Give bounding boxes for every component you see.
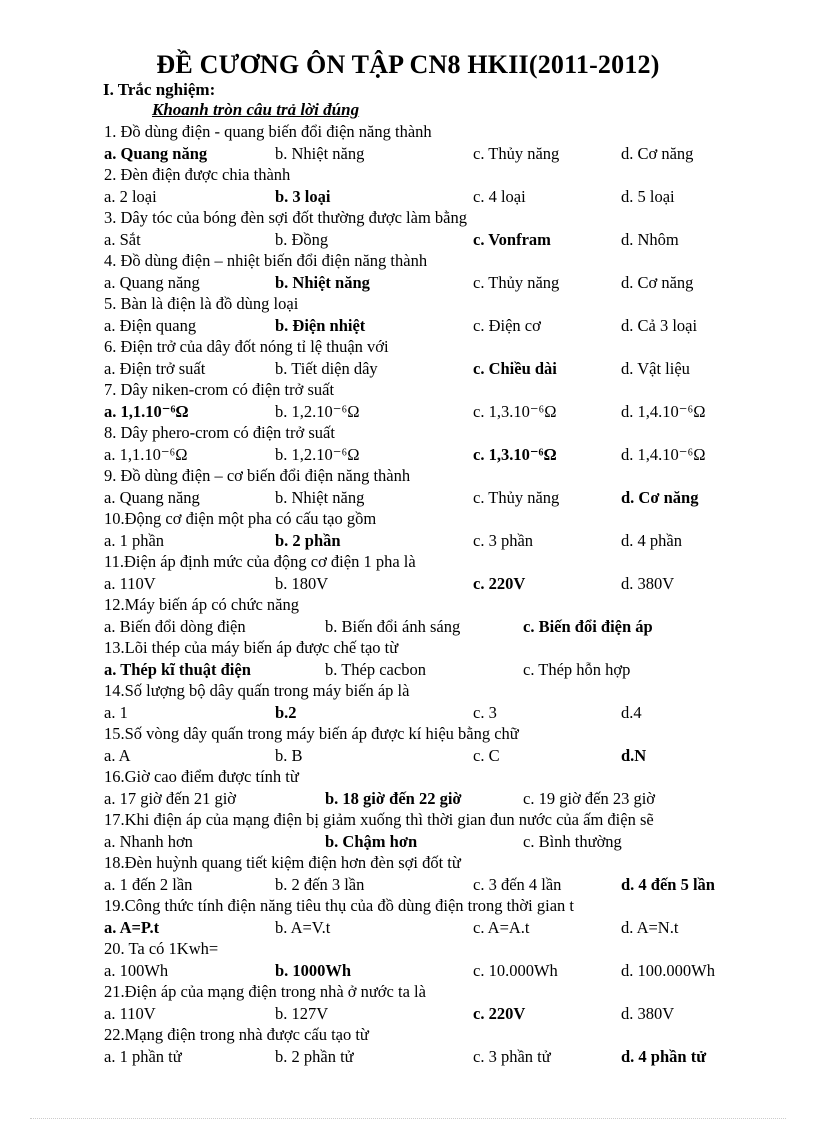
answer-option-a[interactable]: a. A=P.t xyxy=(104,917,160,937)
answer-row xyxy=(104,831,804,853)
answer-row xyxy=(104,186,804,208)
answer-option-b[interactable]: b. Đồng xyxy=(275,229,329,249)
question-text: 3. Dây tóc của bóng đèn sợi đốt thường được làm bằng xyxy=(104,208,467,227)
answer-row xyxy=(104,702,804,724)
answer-row xyxy=(104,530,804,552)
answer-option-b[interactable]: b. Thép cacbon xyxy=(325,659,426,679)
question-text: 9. Đồ dùng điện – cơ biến đổi điện năng thành xyxy=(104,466,411,485)
answer-option-a[interactable]: a. 1 phần tử xyxy=(104,1046,182,1066)
answer-option-b[interactable]: b. Biến đổi ánh sáng xyxy=(325,616,461,636)
answer-option-a[interactable]: a. 2 loại xyxy=(104,186,157,206)
answer-option-c[interactable]: c. Biến đổi điện áp xyxy=(523,616,653,636)
answer-option-d[interactable]: d. A=N.t xyxy=(621,917,679,937)
answer-option-a[interactable]: a. Nhanh hơn xyxy=(104,831,193,851)
answer-row xyxy=(104,745,804,767)
answer-option-c[interactable]: c. 3 phần tử xyxy=(473,1046,551,1066)
answer-option-c[interactable]: c. Thủy năng xyxy=(473,143,560,163)
answer-option-c[interactable]: c. 4 loại xyxy=(473,186,526,206)
answer-option-d[interactable]: d. 5 loại xyxy=(621,186,675,206)
page-bottom-divider xyxy=(30,1118,786,1119)
question-text: 11.Điện áp định mức của động cơ điện 1 pha là xyxy=(104,552,416,571)
answer-option-c[interactable]: c. Vonfram xyxy=(473,229,551,249)
answer-option-c[interactable]: c. C xyxy=(473,745,500,765)
answer-option-c[interactable]: c. Thủy năng xyxy=(473,272,560,292)
question-text: 19.Công thức tính điện năng tiêu thụ của đồ dùng điện trong thời gian t xyxy=(104,896,574,915)
answer-row xyxy=(104,272,804,294)
answer-option-d[interactable]: d. 4 đến 5 lần xyxy=(621,874,715,894)
answer-option-c[interactable]: c. 220V xyxy=(473,1003,526,1023)
answer-option-b[interactable]: b. Tiết diện dây xyxy=(275,358,378,378)
page-title: ĐỀ CƯƠNG ÔN TẬP CN8 HKII(2011-2012) xyxy=(156,50,660,79)
question-text: 15.Số vòng dây quấn trong máy biến áp được kí hiệu bằng chữ xyxy=(104,724,519,743)
question-text: 6. Điện trở của dây đốt nóng tỉ lệ thuận với xyxy=(104,337,389,356)
answer-option-a[interactable]: a. Điện quang xyxy=(104,315,197,335)
answer-option-d[interactable]: d. Nhôm xyxy=(621,229,679,249)
answer-option-d[interactable]: d.4 xyxy=(621,702,642,722)
answer-option-c[interactable]: c. Thép hỗn hợp xyxy=(523,659,631,679)
question-text: 22.Mạng điện trong nhà được cấu tạo từ xyxy=(104,1025,369,1044)
answer-option-d[interactable]: d. 4 phần xyxy=(621,530,682,550)
answer-option-c[interactable]: c. Điện cơ xyxy=(473,315,541,335)
answer-option-c[interactable]: c. 3 phần xyxy=(473,530,534,550)
answer-row xyxy=(104,358,804,380)
answer-row xyxy=(104,487,804,509)
answer-option-a[interactable]: a. 17 giờ đến 21 giờ xyxy=(104,788,237,808)
answer-row xyxy=(104,616,804,638)
question-text: 1. Đồ dùng điện - quang biến đổi điện năng thành xyxy=(104,122,432,141)
answer-option-b[interactable]: b. Điện nhiệt xyxy=(275,315,366,335)
answer-option-d[interactable]: d. 4 phần tử xyxy=(621,1046,707,1066)
answer-option-a[interactable]: a. 100Wh xyxy=(104,960,169,980)
answer-option-a[interactable]: a. Thép kĩ thuật điện xyxy=(104,659,251,679)
answer-option-c[interactable]: c. 3 đến 4 lần xyxy=(473,874,562,894)
answer-option-a[interactable]: a. 1,1.10⁻⁶Ω xyxy=(104,444,188,464)
answer-option-a[interactable]: a. 110V xyxy=(104,1003,156,1023)
answer-option-d[interactable]: d. 100.000Wh xyxy=(621,960,715,980)
answer-option-d[interactable]: d. 1,4.10⁻⁶Ω xyxy=(621,401,706,421)
answer-option-b[interactable]: b. 1000Wh xyxy=(275,960,352,980)
answer-option-a[interactable]: a. Quang năng xyxy=(104,143,208,163)
answer-option-b[interactable]: b. A=V.t xyxy=(275,917,331,937)
answer-option-c[interactable]: c. Thủy năng xyxy=(473,487,560,507)
answer-row xyxy=(104,1046,804,1068)
answer-option-b[interactable]: b. Nhiệt năng xyxy=(275,272,370,292)
answer-option-b[interactable]: b. 3 loại xyxy=(275,186,331,206)
answer-row xyxy=(104,1003,804,1025)
answer-option-b[interactable]: b. 1,2.10⁻⁶Ω xyxy=(275,444,360,464)
answer-option-d[interactable]: d. Vật liệu xyxy=(621,358,690,378)
answer-option-d[interactable]: d. 380V xyxy=(621,1003,675,1023)
answer-option-b[interactable]: b. 1,2.10⁻⁶Ω xyxy=(275,401,360,421)
answer-option-c[interactable]: c. 1,3.10⁻⁶Ω xyxy=(473,444,557,464)
answer-option-b[interactable]: b. 2 phần xyxy=(275,530,341,550)
answer-option-b[interactable]: b. 127V xyxy=(275,1003,329,1023)
answer-option-b[interactable]: b. 18 giờ đến 22 giờ xyxy=(325,788,462,808)
answer-option-a[interactable]: a. 1 phần xyxy=(104,530,165,550)
question-list xyxy=(104,121,804,1067)
answer-option-c[interactable]: c. 19 giờ đến 23 giờ xyxy=(523,788,656,808)
answer-row xyxy=(104,143,804,165)
answer-option-a[interactable]: a. A xyxy=(104,745,131,765)
answer-option-b[interactable]: b. Nhiệt năng xyxy=(275,487,365,507)
answer-option-c[interactable]: c. A=A.t xyxy=(473,917,530,937)
answer-option-b[interactable]: b. 2 đến 3 lần xyxy=(275,874,365,894)
question-text: 5. Bàn là điện là đồ dùng loại xyxy=(104,294,299,313)
answer-option-d[interactable]: d. Cơ năng xyxy=(621,487,699,507)
question-text: 13.Lõi thép của máy biến áp được chế tạo từ xyxy=(104,638,399,657)
answer-option-c[interactable]: c. 1,3.10⁻⁶Ω xyxy=(473,401,557,421)
answer-option-b[interactable]: b. Chậm hơn xyxy=(325,831,418,851)
question-text: 12.Máy biến áp có chức năng xyxy=(104,595,299,614)
answer-row xyxy=(104,788,804,810)
answer-option-d[interactable]: d. 1,4.10⁻⁶Ω xyxy=(621,444,706,464)
answer-option-c[interactable]: c. Bình thường xyxy=(523,831,622,851)
answer-option-d[interactable]: d. Cả 3 loại xyxy=(621,315,698,335)
answer-row xyxy=(104,874,804,896)
answer-option-a[interactable]: a. 1,1.10⁻⁶Ω xyxy=(104,401,189,421)
question-text: 2. Đèn điện được chia thành xyxy=(104,165,291,184)
answer-option-a[interactable]: a. Quang năng xyxy=(104,272,200,292)
answer-option-a[interactable]: a. 1 xyxy=(104,702,128,722)
instruction-text: Khoanh tròn câu trả lời đúng xyxy=(152,100,360,119)
answer-row xyxy=(104,229,804,251)
question-text: 4. Đồ dùng điện – nhiệt biến đổi điện năng thành xyxy=(104,251,428,270)
answer-option-a[interactable]: a. Điện trở suất xyxy=(104,358,206,378)
answer-row xyxy=(104,659,804,681)
answer-option-d[interactable]: d. Cơ năng xyxy=(621,272,694,292)
section-heading: I. Trắc nghiệm: xyxy=(103,80,216,99)
answer-option-b[interactable]: b. 2 phần tử xyxy=(275,1046,354,1066)
question-text: 16.Giờ cao điểm được tính từ xyxy=(104,767,299,786)
question-text: 17.Khi điện áp của mạng điện bị giảm xuống thì thời gian đun nước của ấm điện sẽ xyxy=(104,810,654,829)
answer-option-b[interactable]: b. 180V xyxy=(275,573,329,593)
answer-option-a[interactable]: a. 110V xyxy=(104,573,156,593)
answer-row xyxy=(104,960,804,982)
answer-row xyxy=(104,401,804,423)
answer-option-c[interactable]: c. 220V xyxy=(473,573,526,593)
question-text: 14.Số lượng bộ dây quấn trong máy biến áp là xyxy=(104,681,410,700)
answer-row xyxy=(104,917,804,939)
answer-option-b[interactable]: b.2 xyxy=(275,702,297,722)
answer-option-a[interactable]: a. Biến đổi dòng điện xyxy=(104,616,246,636)
answer-option-c[interactable]: c. Chiều dài xyxy=(473,358,557,378)
answer-option-d[interactable]: d. 380V xyxy=(621,573,675,593)
answer-option-d[interactable]: d. Cơ năng xyxy=(621,143,694,163)
answer-option-a[interactable]: a. Sắt xyxy=(104,229,141,249)
question-text: 18.Đèn huỳnh quang tiết kiệm điện hơn đèn sợi đốt từ xyxy=(104,853,461,872)
answer-option-b[interactable]: b. B xyxy=(275,745,303,765)
answer-option-b[interactable]: b. Nhiệt năng xyxy=(275,143,365,163)
answer-row xyxy=(104,444,804,466)
answer-row xyxy=(104,573,804,595)
question-text: 8. Dây phero-crom có điện trở suất xyxy=(104,423,335,442)
answer-option-a[interactable]: a. 1 đến 2 lần xyxy=(104,874,193,894)
answer-option-c[interactable]: c. 10.000Wh xyxy=(473,960,558,980)
answer-option-d[interactable]: d.N xyxy=(621,745,647,765)
question-text: 10.Động cơ điện một pha có cấu tạo gồm xyxy=(104,509,377,528)
question-text: 20. Ta có 1Kwh= xyxy=(104,939,219,958)
answer-option-c[interactable]: c. 3 xyxy=(473,702,497,722)
answer-row xyxy=(104,315,804,337)
question-text: 21.Điện áp của mạng điện trong nhà ở nước ta là xyxy=(104,982,426,1001)
answer-option-a[interactable]: a. Quang năng xyxy=(104,487,200,507)
question-text: 7. Dây niken-crom có điện trở suất xyxy=(104,380,335,399)
